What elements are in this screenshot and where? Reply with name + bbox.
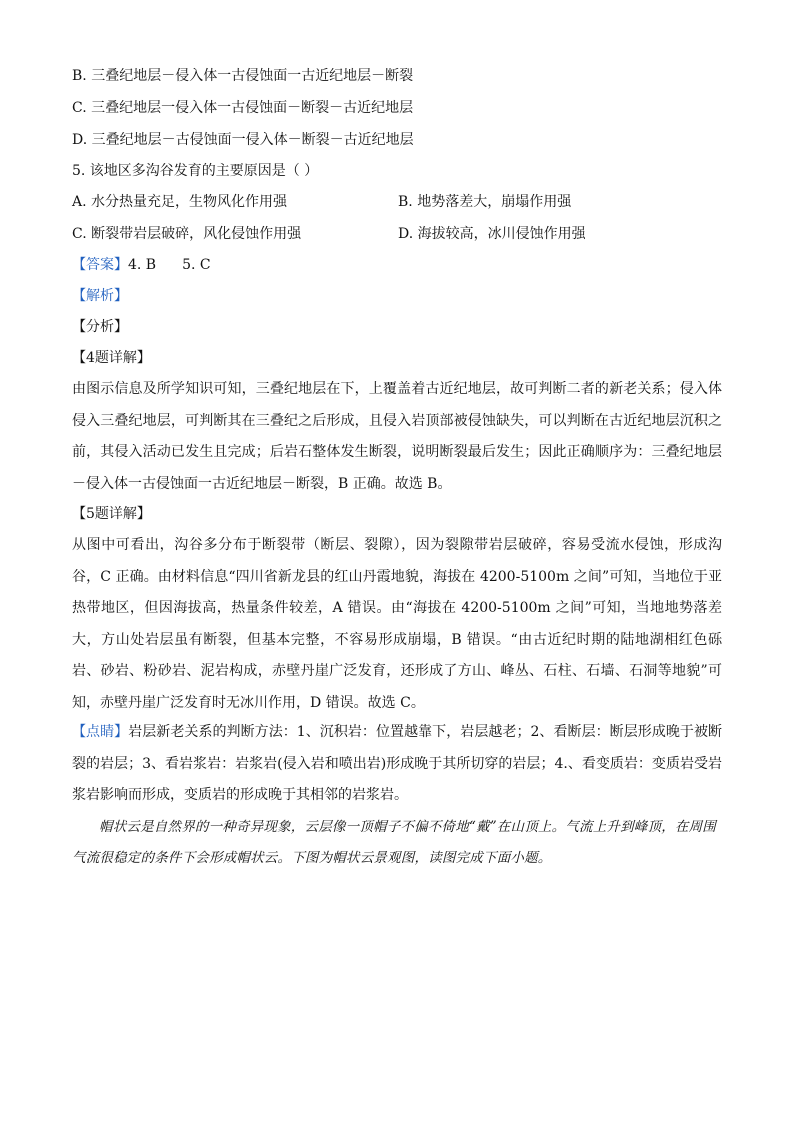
q5-option-d: D. 海拔较高，冰川侵蚀作用强	[398, 226, 586, 242]
answer-q4: 4. B	[128, 257, 157, 273]
answer-q5: 5. C	[182, 257, 211, 273]
q4-option-b: B. 三叠纪地层－侵入体一古侵蚀面一古近纪地层－断裂	[72, 68, 414, 84]
q5-option-c: C. 断裂带岩层破碎，风化侵蚀作用强	[72, 226, 302, 242]
q4-option-d: D. 三叠纪地层－古侵蚀面一侵入体－断裂－古近纪地层	[72, 132, 414, 148]
dianjing-tag: 【点睛】	[72, 724, 129, 740]
q5-detail-tag: 【5题详解】	[72, 506, 151, 522]
fenxi-tag: 【分析】	[72, 319, 128, 335]
q5-option-a: A. 水分热量充足，生物风化作用强	[72, 194, 288, 210]
q5-stem: 5. 该地区多沟谷发育的主要原因是（ ）	[72, 163, 319, 179]
dianjing-paragraph	[72, 717, 722, 812]
analysis-tag: 【解析】	[72, 288, 128, 304]
material-paragraph: 帽状云是自然界的一种奇异现象，云层像一顶帽子不偏不倚地“戴”在山顶上。气流上升到峰顶，在周围气流很稳定的条件下会形成帽状云。下图为帽状云景观图，读图完成下面小题。	[72, 819, 717, 866]
answer-line	[72, 255, 211, 275]
q4-detail-tag: 【4题详解】	[72, 350, 151, 366]
q5-detail-text: 从图中可看出，沟谷多分布于断裂带（断层、裂隙），因为裂隙带岩层破碎，容易受流水侵蚀，形成沟谷，C 正确。由材料信息“四川省新龙县的红山丹霞地貌，海拔在 4200-5100m 之间”可知，当地位于亚热带地区，但因海拔高，热量条件较差，A 错误。由“海拔在 4200-5100m 之间”可知，当地地势落差大，方山处岩层虽有断裂，但基本完整，不容易形成崩塌，B 错误。“由古近纪时期的陆地湖相红色砾岩、砂岩、粉砂岩、泥岩构成，赤壁丹崖广泛发育，还形成了方山、峰丛、石柱、石墙、石洞等地貌”可知，赤壁丹崖广泛发育时无冰川作用，D 错误。故选 C。	[72, 537, 722, 711]
dianjing-text: 岩层新老关系的判断方法：1、沉积岩：位置越靠下，岩层越老；2、看断层：断层形成晚于被断裂的岩层；3、看岩浆岩：岩浆岩(侵入岩和喷出岩)形成晚于其所切穿的岩层；4.、看变质岩：变质岩受岩浆岩影响而形成，变质岩的形成晚于其相邻的岩浆岩。	[72, 724, 723, 803]
q4-detail-text: 由图示信息及所学知识可知，三叠纪地层在下，上覆盖着古近纪地层，故可判断二者的新老关系；侵入体侵入三叠纪地层，可判断其在三叠纪之后形成，且侵入岩顶部被侵蚀缺失，可以判断在古近纪地层沉积之前，其侵入活动已发生且完成；后岩石整体发生断裂，说明断裂最后发生；因此正确顺序为：三叠纪地层－侵入体一古侵蚀面一古近纪地层－断裂，B 正确。故选 B。	[72, 381, 722, 492]
q4-option-c: C. 三叠纪地层一侵入体一古侵蚀面－断裂－古近纪地层	[72, 100, 414, 116]
q5-option-b: B. 地势落差大，崩塌作用强	[398, 194, 572, 210]
answer-tag: 【答案】	[72, 257, 128, 273]
